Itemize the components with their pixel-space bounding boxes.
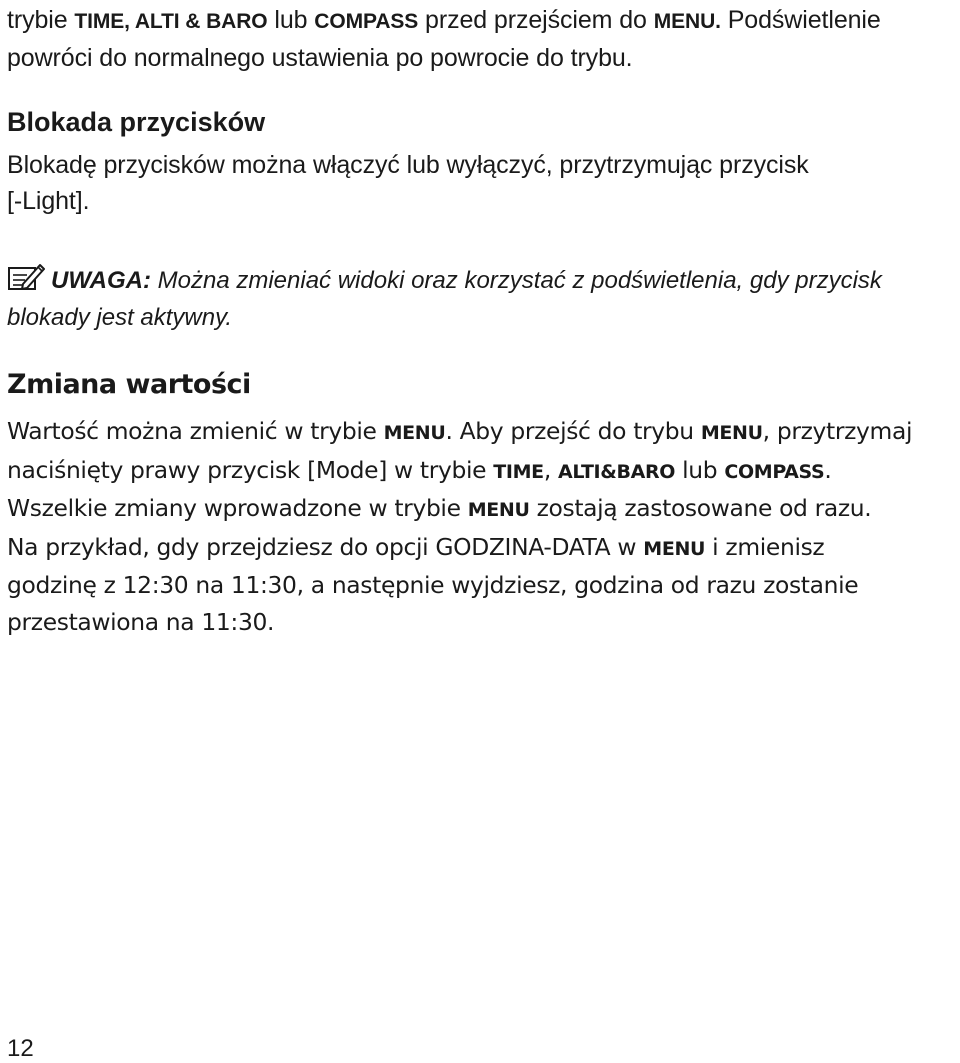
intro-line-2: powróci do normalnego ustawienia po powrocie do trybu.: [7, 44, 633, 72]
blokada-line-2: [-Light].: [7, 187, 90, 215]
intro-paragraph: [7, 2, 881, 76]
mode-keyword: MENU: [700, 422, 763, 444]
mode-keyword: COMPASS: [314, 10, 419, 33]
mode-keyword: TIME, ALTI & BARO: [74, 10, 268, 33]
blokada-paragraph: [7, 147, 809, 219]
zmiana-line-1: Wartość można zmienić w trybie MENU. Aby przejść do trybu MENU, przytrzymaj: [7, 417, 913, 445]
zmiana-line-6: przestawiona na 11:30.: [7, 607, 275, 636]
note-text: Można zmieniać widoki oraz korzystać z podświetlenia, gdy przycisk: [150, 267, 882, 294]
blokada-line-1: Blokadę przycisków można włączyć lub wyłączyć, przytrzymując przycisk: [7, 151, 809, 179]
zmiana-line-2: naciśnięty prawy przycisk [Mode] w trybie TIME, ALTI&BARO lub COMPASS.: [7, 455, 832, 484]
section-heading-zmiana: Zmiana wartości: [7, 369, 251, 400]
zmiana-paragraph: [7, 413, 912, 640]
mode-keyword: COMPASS: [724, 460, 825, 483]
mode-keyword: TIME: [493, 460, 544, 483]
intro-line-1: trybie TIME, ALTI & BARO lub COMPASS przed przejściem do MENU. Podświetlenie: [7, 6, 881, 34]
zmiana-line-5: godzinę z 12:30 na 11:30, a następnie wyjdziesz, godzina od razu zostanie: [7, 571, 859, 599]
note-label: UWAGA:: [51, 267, 151, 294]
note-line-1: [7, 262, 882, 299]
mode-keyword: MENU.: [653, 10, 721, 33]
mode-keyword: ALTI&BARO: [557, 460, 676, 483]
zmiana-line-4: Na przykład, gdy przejdziesz do opcji GODZINA-DATA w MENU i zmienisz: [7, 532, 825, 561]
note-box: [7, 262, 882, 336]
page-number: 12: [7, 1035, 34, 1062]
mode-keyword: MENU: [467, 499, 530, 521]
mode-keyword: MENU: [643, 537, 706, 560]
mode-keyword: MENU: [383, 422, 446, 444]
zmiana-line-3: Wszelkie zmiany wprowadzone w trybie MENU zostają zastosowane od razu.: [7, 494, 872, 522]
note-pencil-icon: [7, 262, 45, 292]
section-heading-blokada: Blokada przycisków: [7, 107, 266, 137]
note-line-2: blokady jest aktywny.: [7, 304, 232, 331]
